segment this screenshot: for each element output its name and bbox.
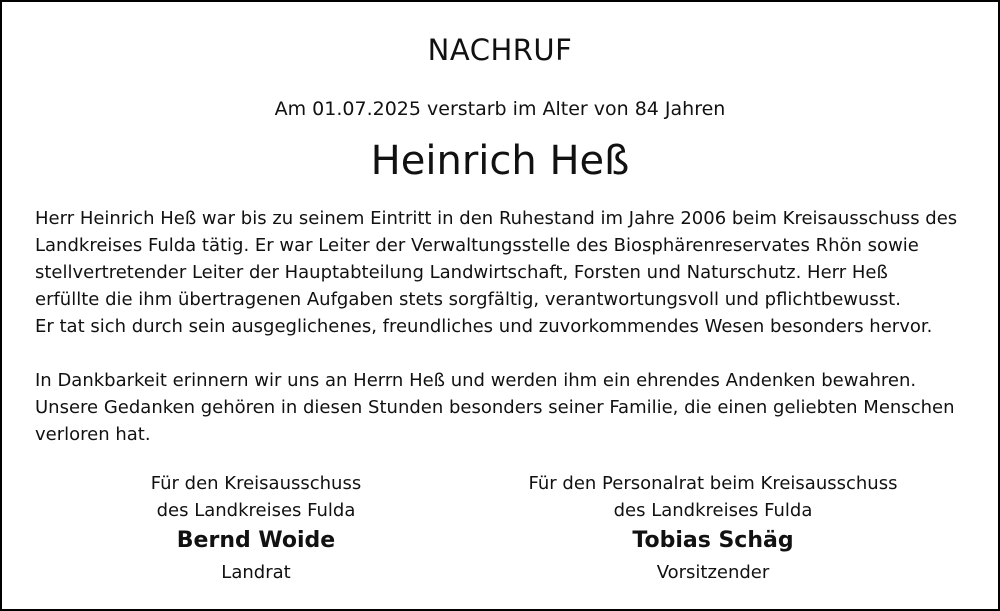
condolence-paragraph (35, 367, 970, 448)
paragraph-line: stellvertretender Leiter der Hauptabteilung Landwirtschaft, Forsten und Naturschutz. Herr Heß (35, 262, 888, 283)
signatory-name: Bernd Woide (176, 528, 336, 553)
death-date-line: Am 01.07.2025 verstarb im Alter von 84 Jahren (274, 98, 726, 120)
paragraph-line: verloren hat. (35, 424, 151, 445)
signature-organization: Für den Personalrat beim Kreisausschuss (528, 473, 898, 494)
paragraph-line: Unsere Gedanken gehören in diesen Stunden besonders seiner Familie, die einen geliebten Menschen (35, 397, 955, 418)
signature-organization-sub: des Landkreises Fulda (613, 500, 813, 521)
signature-organization: Für den Kreisausschuss (150, 473, 362, 494)
obituary-heading: NACHRUF (427, 33, 573, 67)
signature-block-left (36, 470, 476, 586)
paragraph-line: Er tat sich durch sein ausgeglichenes, freundliches und zuvorkommendes Wesen besonders hervor. (35, 316, 933, 337)
deceased-name: Heinrich Heß (370, 138, 630, 184)
signatory-name: Tobias Schäg (632, 528, 794, 553)
paragraph-line: Herr Heinrich Heß war bis zu seinem Eintritt in den Ruhestand im Jahre 2006 beim Kreisausschuss des (35, 208, 958, 229)
signature-block-right (493, 470, 933, 586)
paragraph-line: Landkreises Fulda tätig. Er war Leiter der Verwaltungsstelle des Biosphärenreservates Rhön sowie (35, 235, 919, 256)
paragraph-line: In Dankbarkeit erinnern wir uns an Herrn Heß und werden ihm ein ehrendes Andenken bewahren. (35, 370, 917, 391)
paragraph-line: erfüllte die ihm übertragenen Aufgaben stets sorgfältig, verantwortungsvoll und pflichtbewusst. (35, 289, 901, 310)
signature-organization-sub: des Landkreises Fulda (156, 500, 356, 521)
tribute-paragraph (35, 205, 970, 340)
signatory-title: Landrat (221, 562, 291, 583)
signatory-title: Vorsitzender (656, 562, 770, 583)
